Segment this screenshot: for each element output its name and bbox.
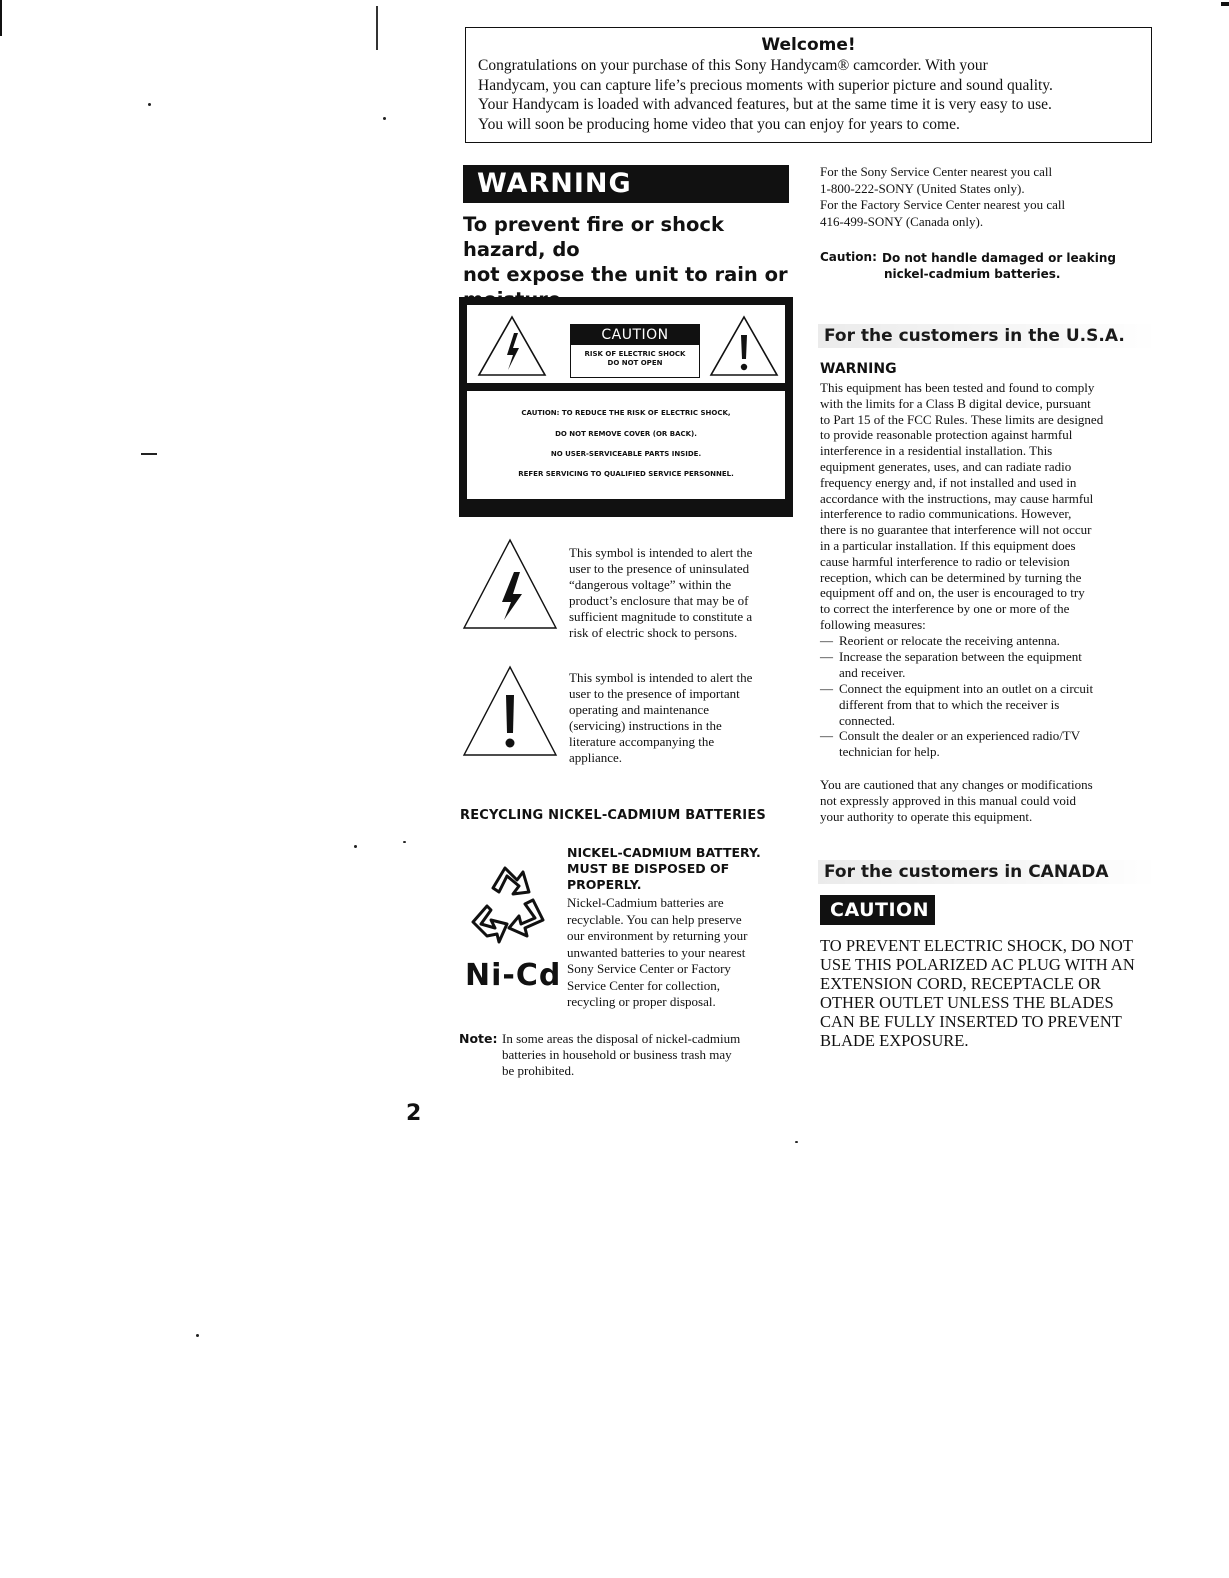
speck xyxy=(141,453,157,455)
body-line: recyclable. You can help preserve xyxy=(567,911,742,927)
description-line: This symbol is intended to alert the xyxy=(569,670,753,685)
service-line: 1-800-222-SONY (United States only). xyxy=(820,180,1025,196)
note-line: be prohibited. xyxy=(502,1063,575,1078)
measure-dash: — xyxy=(820,649,833,664)
canada-caution-banner: CAUTION xyxy=(820,895,935,925)
welcome-line: Your Handycam is loaded with advanced features, but at the same time it is very easy to use. xyxy=(478,96,1052,113)
measure-dash: — xyxy=(820,633,833,648)
fcc-line: following measures: xyxy=(820,616,926,632)
caution-label-bottom xyxy=(467,391,785,499)
note-line: batteries in household or business trash may xyxy=(502,1047,732,1062)
measure-item xyxy=(820,681,1150,729)
measure-line: Consult the dealer or an experienced radio/TV xyxy=(839,728,1081,743)
caution-line: You are cautioned that any changes or modifications xyxy=(820,777,1093,792)
welcome-text xyxy=(478,56,1148,134)
fcc-line: there is no guarantee that interference will not occur xyxy=(820,522,1092,538)
measure-item xyxy=(820,728,1150,760)
speck xyxy=(403,841,406,843)
measure-dash: — xyxy=(820,728,833,743)
fcc-line: to provide reasonable protection against harmful xyxy=(820,427,1073,443)
canada-line: USE THIS POLARIZED AC PLUG WITH AN xyxy=(820,955,1135,974)
recycle-icon xyxy=(463,858,553,948)
battery-disposal-text xyxy=(567,895,792,1011)
fcc-statement xyxy=(820,380,1150,633)
canada-customers-heading: For the customers in CANADA xyxy=(818,860,1158,884)
nicd-logo-text: Ni-Cd xyxy=(465,958,562,993)
speck xyxy=(795,1141,798,1143)
fcc-line: interference to radio communications. However, xyxy=(820,506,1072,522)
welcome-line: You will soon be producing home video that you can enjoy for years to come. xyxy=(478,115,960,133)
caution-label-top xyxy=(467,305,785,383)
measure-line: different from that to which the receiver is xyxy=(839,696,1060,712)
fcc-line: to Part 15 of the FCC Rules. These limits are designed xyxy=(820,411,1104,427)
welcome-line: Congratulations on your purchase of this Sony Handycam® camcorder. With your xyxy=(478,57,988,74)
body-line: Nickel-Cadmium batteries are xyxy=(567,895,724,910)
recycling-heading: RECYCLING NICKEL-CADMIUM BATTERIES xyxy=(460,808,766,823)
welcome-line: Handycam, you can capture life’s precious moments with superior picture and sound quality. xyxy=(478,76,1053,94)
fcc-line: with the limits for a Class B digital device, pursuant xyxy=(820,395,1091,411)
caution-sub-line: RISK OF ELECTRIC SHOCK xyxy=(584,350,686,358)
speck xyxy=(354,845,357,848)
description-line: “dangerous voltage” within the xyxy=(569,577,732,592)
note-text xyxy=(502,1031,792,1079)
fcc-line: interference in a residential installation. This xyxy=(820,443,1053,459)
body-line: Sony Service Center or Factory xyxy=(567,961,731,976)
description-line: sufficient magnitude to constitute a xyxy=(569,609,753,624)
exclamation-symbol-icon xyxy=(462,665,558,757)
measure-line: Reorient or relocate the receiving antenna. xyxy=(839,633,1060,648)
description-line: user to the presence of important xyxy=(569,686,740,701)
scan-edge-mark xyxy=(0,0,2,36)
caution-note-line: Do not handle damaged or leaking xyxy=(882,251,1116,265)
service-center-info xyxy=(820,164,1150,230)
caution-note-line: nickel-cadmium batteries. xyxy=(884,267,1061,281)
measure-dash: — xyxy=(820,681,833,696)
fcc-line: This equipment has been tested and found to comply xyxy=(820,380,1095,395)
body-line: our environment by returning your xyxy=(567,928,748,943)
caution-sub-line: DO NOT OPEN xyxy=(607,359,663,367)
lightning-symbol-icon xyxy=(462,538,558,630)
measure-item xyxy=(820,633,1150,649)
modification-caution xyxy=(820,777,1150,824)
measure-line: connected. xyxy=(839,712,895,728)
caution-line: DO NOT REMOVE COVER (OR BACK). xyxy=(555,430,697,438)
service-line: 416-499-SONY (Canada only). xyxy=(820,213,984,229)
scan-edge-mark xyxy=(376,6,378,50)
description-line: This symbol is intended to alert the xyxy=(569,545,753,560)
canada-line: EXTENSION CORD, RECEPTACLE OR xyxy=(820,974,1102,993)
measure-item xyxy=(820,649,1150,681)
body-line: unwanted batteries to your nearest xyxy=(567,944,746,960)
voltage-symbol-description xyxy=(569,545,791,641)
exclamation-warning-icon xyxy=(709,315,779,377)
fcc-line: accordance with the instructions, may cause harmful xyxy=(820,490,1094,506)
speck xyxy=(196,1334,199,1337)
warning-heading-line: To prevent fire or shock hazard, do xyxy=(463,213,724,261)
speck xyxy=(383,117,386,120)
welcome-box xyxy=(465,27,1152,143)
heading-line: MUST BE DISPOSED OF PROPERLY. xyxy=(567,861,730,892)
description-line: user to the presence of uninsulated xyxy=(569,561,750,576)
canada-line: BLADE EXPOSURE. xyxy=(820,1031,969,1050)
measure-line: Connect the equipment into an outlet on a circuit xyxy=(839,681,1094,696)
description-line: (servicing) instructions in the xyxy=(569,718,722,733)
fcc-line: cause harmful interference to radio or television xyxy=(820,553,1070,569)
measure-line: technician for help. xyxy=(839,743,940,759)
description-line: risk of electric shock to persons. xyxy=(569,625,738,640)
description-line: literature accompanying the xyxy=(569,734,715,749)
fcc-line: equipment off and on, the user is encouraged to try xyxy=(820,585,1085,601)
caution-line: CAUTION: TO REDUCE THE RISK OF ELECTRIC SHOCK, xyxy=(521,409,731,417)
description-line: product’s enclosure that may be of xyxy=(569,593,749,608)
caution-line: not expressly approved in this manual could void xyxy=(820,792,1076,808)
fcc-line: to correct the interference by one or more of the xyxy=(820,601,1070,617)
heading-line: NICKEL-CADMIUM BATTERY. xyxy=(567,845,761,860)
service-line: For the Sony Service Center nearest you call xyxy=(820,164,1053,179)
canada-line: OTHER OUTLET UNLESS THE BLADES xyxy=(820,993,1114,1012)
caution-note-label: Caution: xyxy=(820,250,877,264)
measure-line: Increase the separation between the equipment xyxy=(839,649,1082,664)
usa-customers-heading: For the customers in the U.S.A. xyxy=(818,324,1158,348)
warning-banner: WARNING xyxy=(463,165,789,203)
description-line: operating and maintenance xyxy=(569,702,710,717)
canada-line: CAN BE FULLY INSERTED TO PREVENT xyxy=(820,1012,1122,1031)
fcc-line: frequency energy and, if not installed and used in xyxy=(820,474,1077,490)
speck xyxy=(148,103,151,106)
lightning-warning-icon xyxy=(477,315,547,377)
fcc-line: reception, which can be determined by turning the xyxy=(820,569,1082,585)
caution-line: REFER SERVICING TO QUALIFIED SERVICE PERSONNEL. xyxy=(518,470,734,478)
fcc-line: in a particular installation. If this equipment does xyxy=(820,537,1076,553)
caution-label-graphic xyxy=(459,297,793,517)
welcome-title: Welcome! xyxy=(761,35,856,55)
measure-line: and receiver. xyxy=(839,664,906,680)
body-line: Service Center for collection, xyxy=(567,977,721,993)
fcc-line: equipment generates, uses, and can radiate radio xyxy=(820,458,1072,474)
service-line: For the Factory Service Center nearest you call xyxy=(820,197,1066,212)
note-line: In some areas the disposal of nickel-cadmium xyxy=(502,1031,741,1046)
caution-line: your authority to operate this equipment. xyxy=(820,808,1033,824)
body-line: recycling or proper disposal. xyxy=(567,994,716,1009)
caution-line: NO USER-SERVICEABLE PARTS INSIDE. xyxy=(550,450,702,458)
usa-warning-label: WARNING xyxy=(820,361,897,377)
battery-disposal-heading xyxy=(567,845,797,893)
caution-label-text: CAUTION xyxy=(571,325,699,345)
description-line: appliance. xyxy=(569,750,623,765)
canada-caution-text xyxy=(820,936,1150,1050)
note-label: Note: xyxy=(459,1031,498,1046)
scan-edge-mark xyxy=(1221,2,1229,6)
warning-heading-line: not expose the unit to rain or xyxy=(463,263,788,286)
caution-note-text xyxy=(882,250,1142,282)
page-number: 2 xyxy=(406,1101,422,1126)
operating-symbol-description xyxy=(569,670,791,766)
canada-line: TO PREVENT ELECTRIC SHOCK, DO NOT xyxy=(820,936,1133,955)
